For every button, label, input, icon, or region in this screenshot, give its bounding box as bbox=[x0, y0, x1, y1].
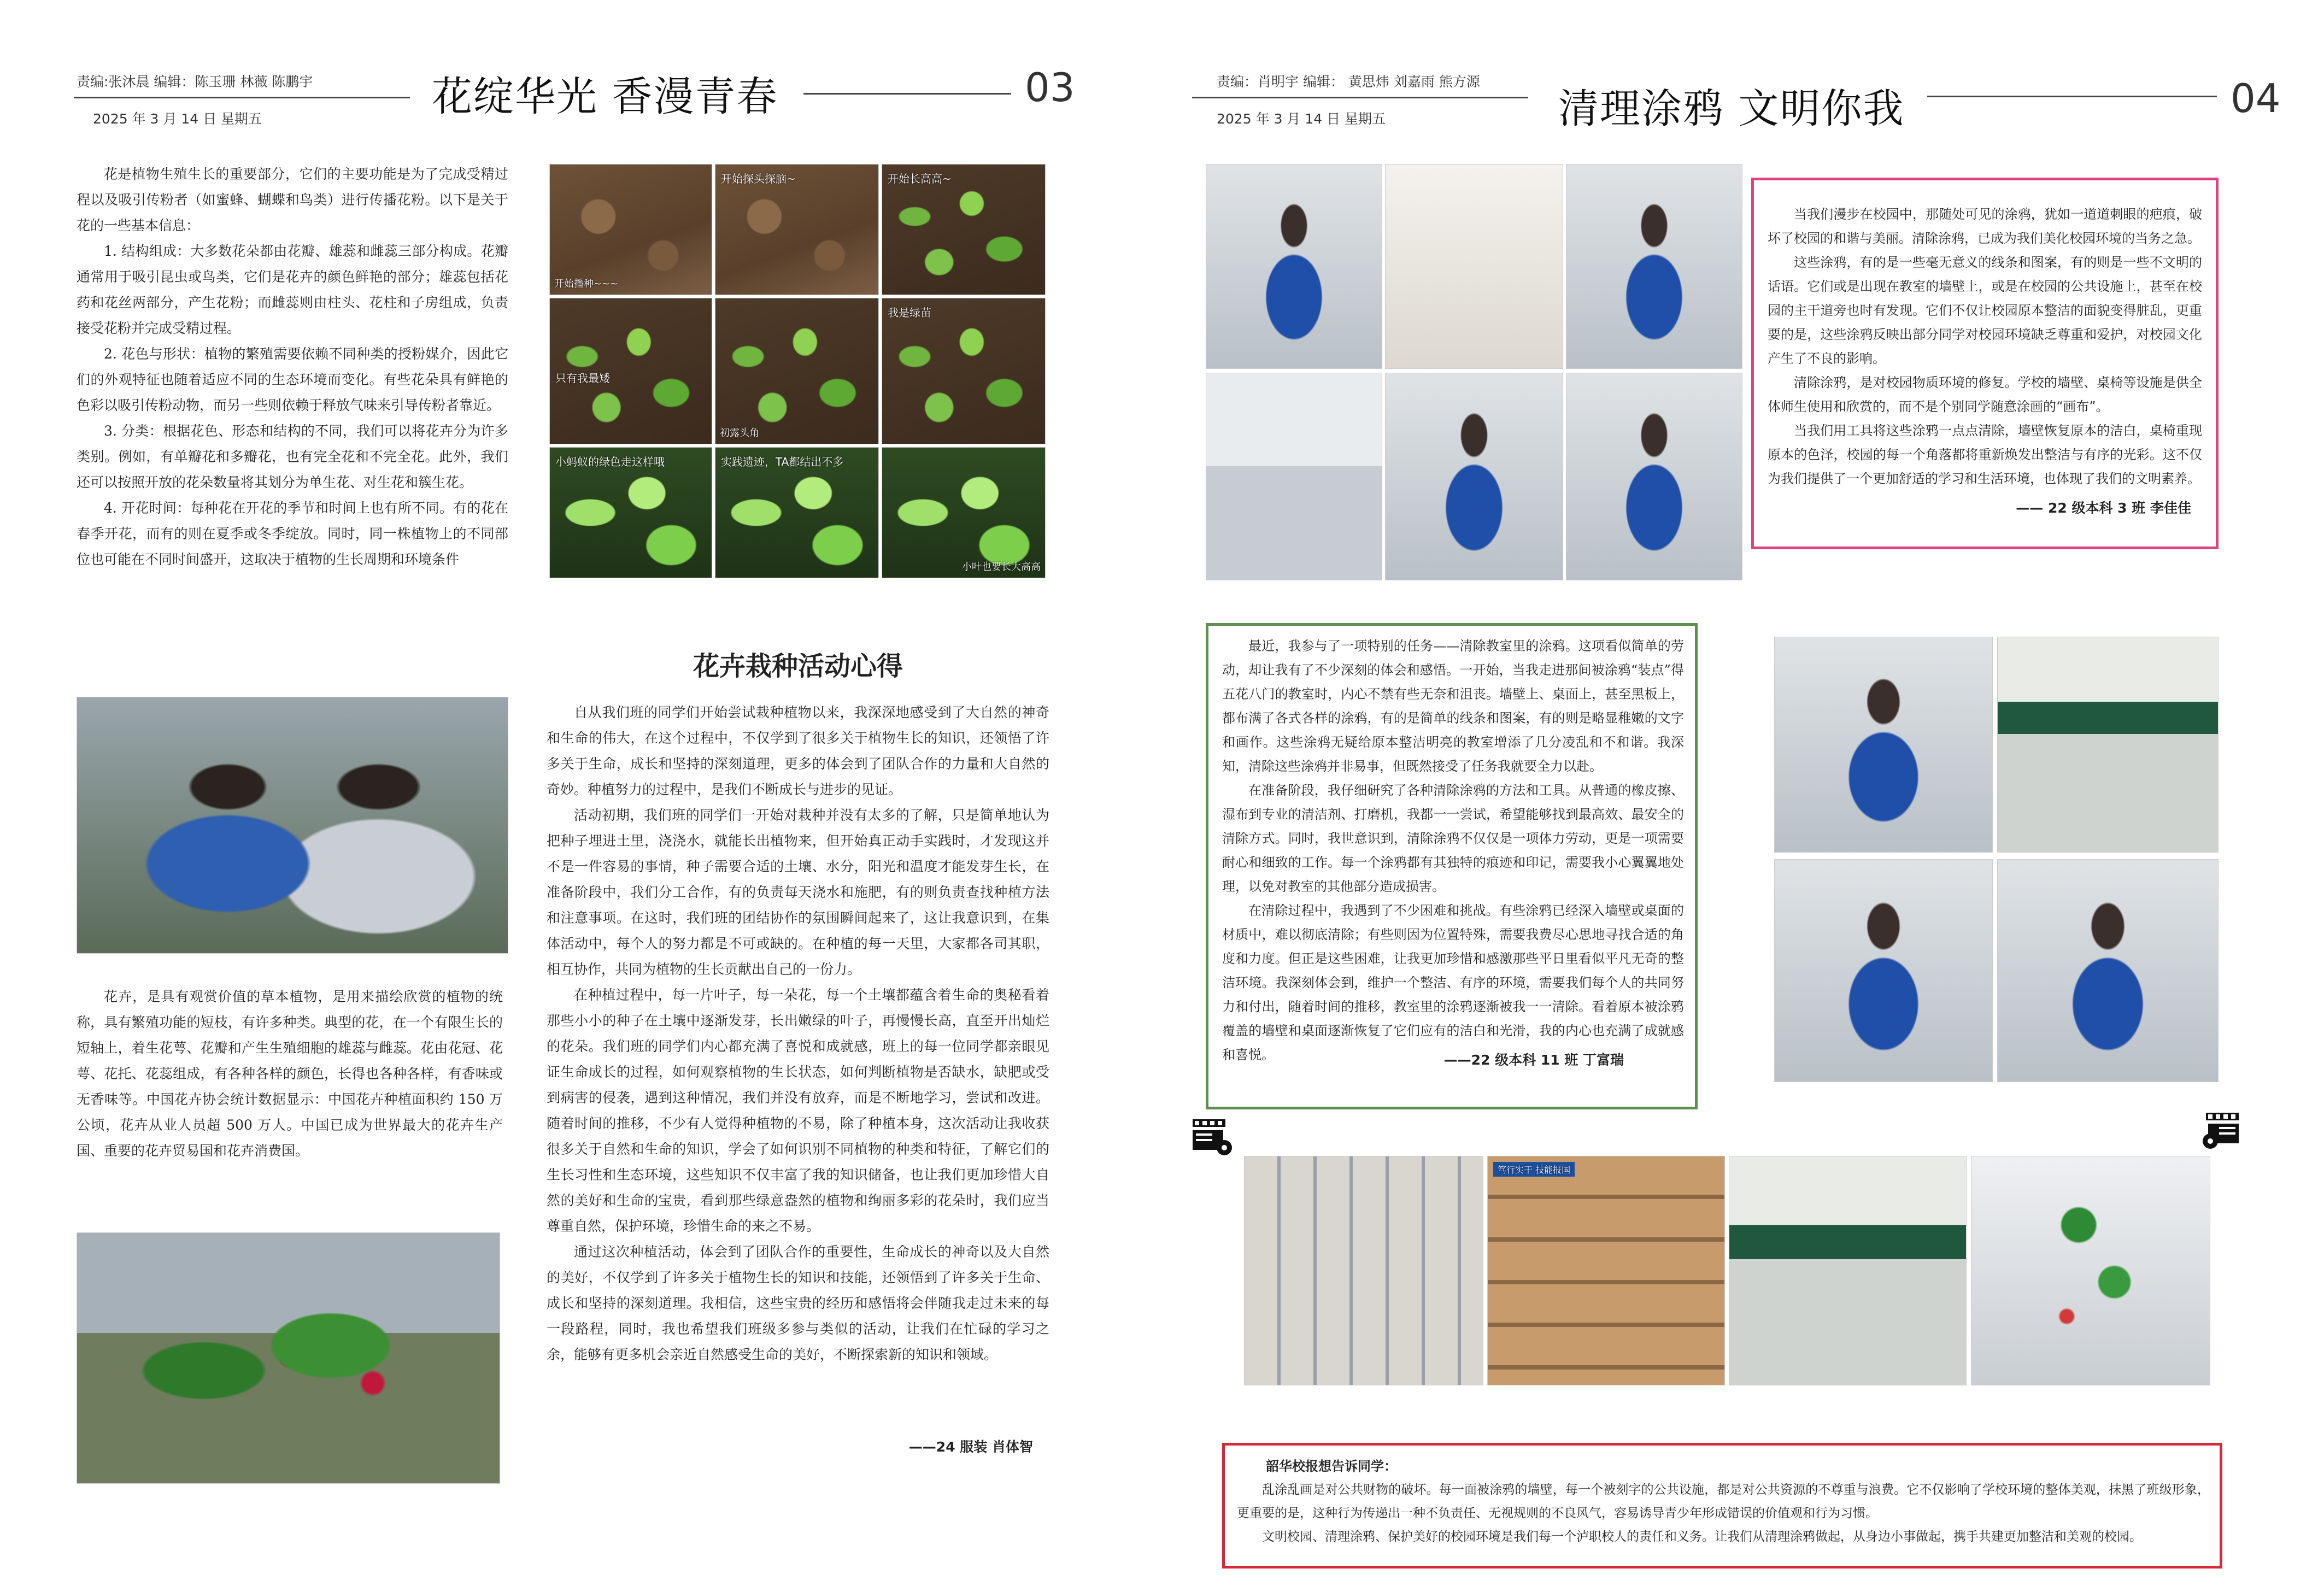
grid-photo: 初露头角 bbox=[715, 298, 879, 444]
cleaning-photo bbox=[1385, 373, 1563, 580]
page-04 bbox=[1162, 0, 2324, 1592]
film-camera-icon bbox=[2200, 1108, 2244, 1152]
intro-para: 1. 结构组成：大多数花朵都由花瓣、雄蕊和雌蕊三部分构成。花瓣通常用于吸引昆虫或鸟类，它们是花卉的颜色鲜艳的部分；雄蕊包括花药和花丝两部分，产生花粉；而雌蕊则由柱头、花柱和子房组成，负责接受花粉并完成受精过程。 bbox=[77, 243, 508, 336]
classroom-photo bbox=[1971, 1156, 2210, 1385]
red-para: 乱涂乱画是对公共财物的破坏。每一面被涂鸦的墙壁，每一个被刻字的公共设施，都是对公共资源的不尊重与浪费。它不仅影响了学校环境的整体美观，抹黑了班级形象，更重要的是，这种行为传递出一种不负责任、无视规则的不良风气，容易诱导青少年形成错误的价值观和行为习惯。 bbox=[1237, 1483, 2210, 1520]
issue-date: 2025 年 3 月 14 日 星期五 bbox=[93, 111, 262, 127]
article-para: 通过这次种植活动，体会到了团队合作的重要性，生命成长的神奇以及大自然的美好，不仅学到了许多关于植物生长的知识和技能，还领悟到了许多关于生命、成长和坚持的深刻道理。我相信，这些宝贵的经历和感悟将会伴随我走过未来的每一段路程，同时，我也希望我们班级多参与类似的活动，让我们在忙碌的学习之余，能够有更多机会亲近自然感受生命的美好，不断探索新的知识和领域。 bbox=[547, 1244, 1049, 1362]
classroom-photo bbox=[1729, 1156, 1967, 1385]
pink-essay-box bbox=[1751, 178, 2219, 549]
header-rule-right bbox=[1927, 96, 2217, 97]
potted-flower-photo bbox=[77, 1232, 500, 1484]
pink-signature: —— 22 级本科 3 班 李佳佳 bbox=[2016, 500, 2191, 516]
grid-photo: 开始长高高~ bbox=[882, 164, 1046, 295]
credits: 责编：肖明宇 编辑： 黄思炜 刘嘉雨 熊方源 bbox=[1217, 74, 1480, 90]
page-number: 03 bbox=[1025, 64, 1075, 110]
green-essay-box bbox=[1206, 623, 1698, 1109]
classroom-photo: 笃行实干 技能报国 bbox=[1487, 1156, 1725, 1385]
cleaning-photo bbox=[1774, 637, 1993, 853]
cleaning-photo bbox=[1385, 164, 1563, 369]
green-para: 最近，我参与了一项特别的任务——清除教室里的涂鸦。这项看似简单的劳动，却让我有了不少深刻的体会和感悟。一开始，当我走进那间被涂鸦“装点”得五花八门的教室时，内心不禁有些无奈和沮丧。墙壁上、桌面上，甚至黑板上，都布满了各式各样的涂鸦，有的是简单的线条和图案，有的则是略显稚嫩的文字和画作。这些涂鸦无疑给原本整洁明亮的教室增添了几分凌乱和不和谐。我深知，清除这些涂鸦并非易事，但既然接受了任务我就要全力以赴。 bbox=[1222, 638, 1684, 774]
cleaning-photo bbox=[1997, 637, 2219, 853]
intro-para: 花是植物生殖生长的重要部分，它们的主要功能是为了完成受精过程以及吸引传粉者（如蜜蜂、蝴蝶和鸟类）进行传播花粉。以下是关于花的一些基本信息： bbox=[77, 166, 508, 233]
article-signature: ——24 服装 肖体智 bbox=[908, 1439, 1033, 1455]
grid-photo: 开始探头探脑~ bbox=[715, 164, 879, 295]
intro-para: 3. 分类：根据花色、形态和结构的不同，我们可以将花卉分为许多类别。例如，有单瓣花和多瓣花，也有完全花和不完全花。此外，我们还可以按照开放的花朵数量将其划分为单生花、对生花和簇生花。 bbox=[77, 423, 508, 490]
cleaning-photo bbox=[1566, 373, 1742, 580]
grid-photo: 小叶也要长大高高 bbox=[882, 447, 1046, 578]
grid-photo: 只有我最矮 bbox=[549, 298, 712, 444]
article-para: 活动初期，我们班的同学们一开始对栽种并没有太多的了解，只是简单地认为把种子埋进土里，浇浇水，就能长出植物来，但开始真正动手实践时，才发现这并不是一件容易的事情，种子需要合适的土壤、水分，阳光和温度才能发芽生长，在准备阶段中，我们分工合作，有的负责每天浇水和施肥，有的则负责查找种植方法和注意事项。在这时，我们班的团结协作的氛围瞬间起来了，这让我意识到，在集体活动中，每个人的努力都是不可或缺的。在种植的每一天里，大家都各司其职，相互协作，共同为植物的生长贡献出自己的一份力。 bbox=[547, 807, 1049, 977]
header-rule-left bbox=[74, 97, 410, 98]
issue-date: 2025 年 3 月 14 日 星期五 bbox=[1217, 111, 1386, 127]
cleaning-photo bbox=[1566, 164, 1742, 369]
article-body bbox=[547, 700, 1049, 1367]
article-title: 花卉栽种活动心得 bbox=[692, 651, 903, 682]
students-planting-photo bbox=[77, 697, 508, 954]
cleaning-photo bbox=[1997, 859, 2219, 1082]
flower-text bbox=[77, 984, 503, 1164]
grid-photo: 开始播种~~~ bbox=[549, 164, 712, 295]
red-notice-box bbox=[1222, 1443, 2222, 1568]
green-signature: ——22 级本科 11 班 丁富瑞 bbox=[1443, 1052, 1624, 1068]
cleaning-photo bbox=[1774, 859, 1993, 1082]
cleaning-photo bbox=[1206, 373, 1382, 580]
flower-para: 花卉，是具有观赏价值的草本植物，是用来描绘欣赏的植物的统称，具有繁殖功能的短枝，有许多种类。典型的花，在一个有限生长的短轴上，着生花萼、花瓣和产生生殖细胞的雄蕊与雌蕊。花由花冠、花萼、花托、花蕊组成，有各种各样的颜色，长得也各种各样，有香味或无香味等。中国花卉协会统计数据显示：中国花卉种植面积约 150 万公顷，花卉从业人员超 500 万人。中国已成为世界最大的花卉生产国、重要的花卉贸易国和花卉消费国。 bbox=[77, 989, 503, 1159]
page-title: 清理涂鸦 文明你我 bbox=[1558, 85, 1905, 132]
header-rule-right bbox=[803, 93, 1011, 95]
pink-para: 当我们漫步在校园中，那随处可见的涂鸦，犹如一道道刺眼的疤痕，破坏了校园的和谐与美丽。清除涂鸦，已成为我们美化校园环境的当务之急。 bbox=[1768, 207, 2202, 246]
green-para: 在准备阶段，我仔细研究了各种清除涂鸦的方法和工具。从普通的橡皮擦、湿布到专业的清洁剂、打磨机，我都一一尝试，希望能够找到最高效、最安全的清除方式。同时，我世意识到，清除涂鸦不仅仅是一项体力劳动，更是一项需要耐心和细致的工作。每一个涂鸦都有其独特的痕迹和印记，需要我小心翼翼地处理，以免对教室的其他部分造成损害。 bbox=[1222, 783, 1684, 894]
grid-photo: 实践遗迹，TA都结出不多 bbox=[715, 447, 879, 578]
intro-para: 2. 花色与形状：植物的繁殖需要依赖不同种类的授粉媒介，因此它们的外观特征也随着适应不同的生态环境而变化。有些花朵具有鲜艳的色彩以吸引传粉动物，而另一些则依赖于释放气味来引导传粉者靠近。 bbox=[77, 346, 508, 413]
page-number: 04 bbox=[2231, 75, 2281, 121]
grid-photo: 小蚂蚁的绿色走这样哦 bbox=[549, 447, 712, 578]
intro-text bbox=[77, 161, 508, 572]
pink-para: 这些涂鸦，有的是一些毫无意义的线条和图案，有的则是一些不文明的话语。它们或是出现在教室的墙壁上，或是在校园的公共设施上，甚至在校园的主干道旁也时有发现。它们不仅让校园原本整洁的面貌变得脏乱，更重要的是，这些涂鸦反映出部分同学对校园环境缺乏尊重和爱护，对校园文化产生了不良的影响。 bbox=[1768, 255, 2202, 366]
pink-para: 当我们用工具将这些涂鸦一点点清除，墙壁恢复原本的洁白，桌椅重现原本的色泽，校园的每一个角落都将重新焕发出整洁与有序的光彩。这不仅为我们提供了一个更加舒适的学习和生活环境，也体现了我们的文明素养。 bbox=[1768, 423, 2202, 486]
red-para: 文明校园、清理涂鸦、保护美好的校园环境是我们每一个泸职校人的责任和义务。让我们从清理涂鸦做起，从身边小事做起，携手共建更加整洁和美观的校园。 bbox=[1262, 1530, 2142, 1544]
credits: 责编:张沐晨 编辑：陈玉珊 林薇 陈鹏宇 bbox=[77, 74, 313, 90]
article-para: 自从我们班的同学们开始尝试栽种植物以来，我深深地感受到了大自然的神奇和生命的伟大，在这个过程中，不仅学到了很多关于植物生长的知识，还领悟了许多关于生命，成长和坚持的深刻道理，更多的体会到了团队合作的力量和大自然的奇妙。种植努力的过程中，是我们不断成长与进步的见证。 bbox=[547, 704, 1049, 797]
film-camera-icon bbox=[1190, 1115, 1234, 1159]
page-title: 花绽华光 香漫青春 bbox=[432, 73, 778, 120]
intro-para: 4. 开花时间：每种花在开花的季节和时间上也有所不同。有的花在春季开花，而有的则在夏季或冬季绽放。同时，同一株植物上的不同部位也可能在不同时间盛开，这取决于植物的生长周期和环境条件 bbox=[77, 500, 508, 567]
classroom-photo bbox=[1244, 1156, 1483, 1385]
pink-para: 清除涂鸦，是对校园物质环境的修复。学校的墙壁、桌椅等设施是供全体师生使用和欣赏的，而不是个别同学随意涂画的“画布”。 bbox=[1768, 375, 2202, 414]
grid-photo: 我是绿苗 bbox=[882, 298, 1046, 444]
article-para: 在种植过程中，每一片叶子，每一朵花，每一个土壤都蕴含着生命的奥秘看着那些小小的种子在土壤中逐渐发芽，长出嫩绿的叶子，再慢慢长高，直至开出灿烂的花朵。我们班的同学们内心都充满了喜悦和成就感，班上的每一位同学都亲眼见证生命成长的过程，如何观察植物的生长状态，如何判断植物是否缺水，缺肥或受到病害的侵袭，遇到这种情况，我们并没有放弃，而是不断地学习，尝试和改进。随着时间的推移，不少有人觉得种植物的不易，除了种植本身，这次活动让我收获很多关于自然和生命的知识，学会了如何识别不同植物的种类和特征，了解它们的生长习性和生态环境，这些知识不仅丰富了我的知识储备，也让我们更加珍惜大自然的美好和生命的宝贵，看到那些绿意盎然的植物和绚丽多彩的花朵时，我们应当尊重自然，保护环境，珍惜生命的来之不易。 bbox=[547, 987, 1049, 1234]
cleaning-photo bbox=[1206, 164, 1382, 369]
header-rule-left bbox=[1192, 97, 1528, 98]
green-para: 在清除过程中，我遇到了不少困难和挑战。有些涂鸦已经深入墙壁或桌面的材质中，难以彻底清除；有些则因为位置特殊，需要我费尽心思地寻找合适的角度和力度。但正是这些困难，让我更加珍惜和感激那些平日里看似平凡无奇的整洁环境。我深刻体会到，维护一个整洁、有序的环境，需要我们每个人的共同努力和付出，随着时间的推移，教室里的涂鸦逐渐被我一一清除。看着原本被涂鸦覆盖的墙壁和桌面逐渐恢复了它们应有的洁白和光滑，我的内心也充满了成就感和喜悦。 bbox=[1222, 903, 1684, 1062]
red-box-title: 韶华校报想告诉同学： bbox=[1266, 1459, 1397, 1474]
